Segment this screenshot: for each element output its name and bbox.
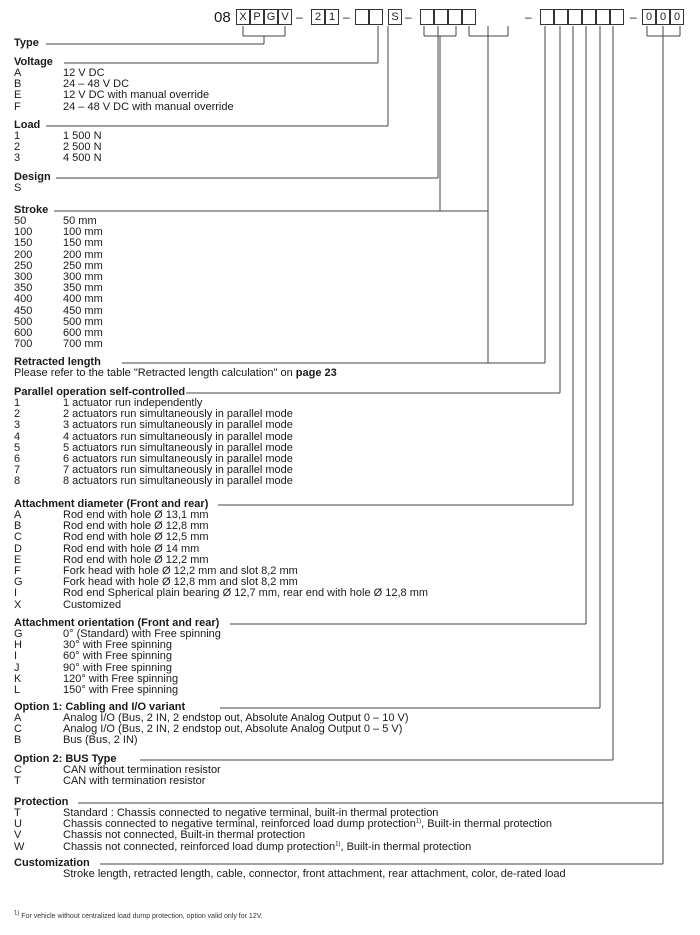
option-desc-text: Chassis not connected, reinforced load dump protection <box>63 840 336 853</box>
section-custom <box>14 857 566 880</box>
option-code: 150 <box>14 237 33 250</box>
section-title: Customization <box>14 857 90 869</box>
option-code: 400 <box>14 293 33 306</box>
option-code: V <box>14 829 22 842</box>
option-desc-text: , Built-in thermal protection <box>421 818 552 831</box>
option-desc-text: 300 mm <box>63 270 103 283</box>
code-dash: – <box>525 10 532 24</box>
code-dash: – <box>405 10 412 24</box>
option-desc-text: Customized <box>63 598 122 611</box>
option-row <box>14 183 51 194</box>
option-desc <box>63 776 205 787</box>
footnote-ref: 1) <box>415 818 422 825</box>
option-code: 8 <box>14 475 21 488</box>
section-option2 <box>14 753 221 788</box>
footnote-marker: 1) <box>14 910 20 917</box>
option-desc-text: Bus (Bus, 2 IN) <box>63 734 138 747</box>
option-desc-text: Rod end with hole Ø 14 mm <box>63 542 200 555</box>
code-prefix: 08 <box>214 9 231 26</box>
option-code: X <box>14 598 22 611</box>
code-box <box>596 9 610 25</box>
footnote-ref: 1) <box>335 840 341 847</box>
option-desc-text: 24 – 48 V DC with manual override <box>63 100 234 113</box>
option-desc <box>63 153 102 164</box>
option-desc-text: 4 actuators run simultaneously in parallel mode <box>63 430 293 443</box>
section-title: Retracted length <box>14 356 101 368</box>
code-box <box>610 9 624 25</box>
option-desc-text: Analog I/O (Bus, 2 IN, 2 endstop out, Absolute Analog Output 0 – 5 V) <box>63 723 403 736</box>
code-box <box>540 9 554 25</box>
option-code: 700 <box>14 338 33 351</box>
section-attach_orient <box>14 617 219 696</box>
option-desc-text: 2 actuators run simultaneously in parallel mode <box>63 408 293 421</box>
option-code: A <box>14 509 22 521</box>
option-code: 2 <box>14 141 21 154</box>
option-desc-text: 1 actuator run independently <box>63 397 203 409</box>
section-title: Protection <box>14 796 69 808</box>
option-code: G <box>14 628 23 640</box>
code-box <box>462 9 476 25</box>
section-title: Load <box>14 119 41 131</box>
code-box: 0 <box>670 9 684 25</box>
option-desc-text: 700 mm <box>63 338 103 351</box>
code-box: 0 <box>656 9 670 25</box>
code-dash: – <box>630 10 637 24</box>
option-desc-text: 12 V DC <box>63 67 105 79</box>
option-desc-text: Chassis not connected, Built-in thermal protection <box>63 829 306 842</box>
option-code: 1 <box>14 130 21 142</box>
option-row <box>14 237 103 250</box>
option-code: 4 <box>14 430 21 443</box>
option-code: 50 <box>14 215 27 227</box>
option-code: 7 <box>14 464 21 477</box>
code-box <box>355 9 369 25</box>
note-text: Please refer to the table "Retracted length calculation" on <box>14 367 296 379</box>
option-code: A <box>14 67 22 79</box>
code-box: 0 <box>642 9 656 25</box>
option-desc-text: 24 – 48 V DC <box>63 78 130 91</box>
option-desc-text: 100 mm <box>63 226 103 239</box>
retracted-note <box>14 368 337 379</box>
section-attach_diam <box>14 498 429 611</box>
option-desc-text: 400 mm <box>63 293 103 306</box>
option-desc-text: 30° with Free spinning <box>63 639 172 652</box>
option-desc-text: , Built-in thermal protection <box>340 840 472 853</box>
code-box: 1 <box>325 9 339 25</box>
option-desc-text: 8 actuators run simultaneously in parallel mode <box>63 475 293 488</box>
option-desc-text: Rod end with hole Ø 12,5 mm <box>63 531 209 544</box>
option-code: W <box>14 840 25 853</box>
option-code: D <box>14 542 22 555</box>
option-desc-text: 5 actuators run simultaneously in parallel mode <box>63 441 293 454</box>
code-box: 2 <box>311 9 325 25</box>
customization-note <box>14 868 566 880</box>
option-code: 200 <box>14 248 33 261</box>
option-desc-text: 50 mm <box>63 215 97 227</box>
option-code: 3 <box>14 152 21 165</box>
option-desc-text: 150 mm <box>63 237 103 250</box>
code-box <box>420 9 434 25</box>
option-row <box>14 293 103 306</box>
option-desc-text: 2 500 N <box>63 141 102 154</box>
option-desc-text: 1 500 N <box>63 130 102 142</box>
option-desc-text: Fork head with hole Ø 12,2 mm and slot 8,2 mm <box>63 564 298 577</box>
code-box: G <box>264 9 278 25</box>
option-row <box>14 818 552 831</box>
option-code: C <box>14 764 22 776</box>
option-desc-text: 12 V DC with manual override <box>63 89 210 102</box>
option-row <box>14 840 472 853</box>
option-desc-text: Standard : Chassis connected to negative terminal, built-in thermal protection <box>63 807 439 819</box>
option-desc-text: CAN without termination resistor <box>63 764 221 776</box>
option-code: A <box>14 712 22 724</box>
code-box: X <box>236 9 250 25</box>
option-code: C <box>14 723 22 736</box>
section-title: Type <box>14 37 39 49</box>
section-title: Option 1: Cabling and I/O variant <box>14 701 186 713</box>
option-code: F <box>14 564 21 577</box>
option-desc <box>63 339 103 350</box>
section-title: Attachment orientation (Front and rear) <box>14 617 220 629</box>
option-code: K <box>14 672 22 685</box>
option-code: 250 <box>14 259 33 272</box>
option-code: I <box>14 650 18 663</box>
section-option1 <box>14 701 409 747</box>
option-code: B <box>14 78 22 91</box>
note-text: Stroke length, retracted length, cable, connector, front attachment, rear attachment, color, de-rated load <box>63 868 566 880</box>
section-title: Attachment diameter (Front and rear) <box>14 498 209 510</box>
option-desc-text: 600 mm <box>63 326 103 339</box>
code-box: S <box>388 9 402 25</box>
option-desc-text: Analog I/O (Bus, 2 IN, 2 endstop out, Absolute Analog Output 0 – 10 V) <box>63 712 409 724</box>
code-box <box>568 9 582 25</box>
option-desc-text: Fork head with hole Ø 12,8 mm and slot 8,2 mm <box>63 576 298 589</box>
option-desc-text: Rod end with hole Ø 12,2 mm <box>63 553 209 566</box>
footnote <box>14 910 263 920</box>
option-code: U <box>14 818 22 831</box>
option-code: 600 <box>14 326 33 339</box>
section-type <box>14 37 39 49</box>
option-row <box>14 807 439 819</box>
option-code: B <box>14 520 22 533</box>
option-desc-text: 90° with Free spinning <box>63 661 172 674</box>
code-box: V <box>278 9 292 25</box>
option-code: H <box>14 639 22 652</box>
option-desc-text: 350 mm <box>63 282 103 295</box>
option-desc-text: 250 mm <box>63 259 103 272</box>
option-code: 3 <box>14 419 21 432</box>
option-row <box>14 600 208 611</box>
option-desc-text: CAN with termination resistor <box>63 775 206 788</box>
option-code: I <box>14 587 18 600</box>
option-code: 100 <box>14 226 33 239</box>
code-box <box>554 9 568 25</box>
section-title: Design <box>14 171 51 183</box>
option-desc-text: 0° (Standard) with Free spinning <box>63 628 221 640</box>
option-desc-text: 3 actuators run simultaneously in parallel mode <box>63 419 293 432</box>
option-desc-text: Rod end Spherical plain bearing Ø 12,7 mm, rear end with hole Ø 12,8 mm <box>63 587 429 600</box>
option-desc-text: 200 mm <box>63 248 103 261</box>
option-code: 350 <box>14 282 33 295</box>
code-box <box>434 9 448 25</box>
option-desc-text: Chassis connected to negative terminal, reinforced load dump protection <box>63 818 416 831</box>
section-voltage <box>14 56 234 113</box>
option-code: T <box>14 807 21 819</box>
option-code: J <box>14 661 20 674</box>
option-row <box>14 735 185 746</box>
option-desc-text: 60° with Free spinning <box>63 650 172 663</box>
option-desc-text: 120° with Free spinning <box>63 672 179 685</box>
option-code: 300 <box>14 270 33 283</box>
section-stroke <box>14 204 103 351</box>
option-desc-text: 4 500 N <box>63 152 102 165</box>
option-row <box>14 338 103 351</box>
code-box: P <box>250 9 264 25</box>
option-code: E <box>14 89 22 102</box>
option-row <box>14 829 306 842</box>
option-row <box>14 100 234 113</box>
code-dash: – <box>296 10 303 24</box>
section-load <box>14 119 102 165</box>
section-title: Voltage <box>14 56 53 68</box>
option-desc <box>63 102 234 113</box>
option-row <box>14 685 219 696</box>
option-code: 450 <box>14 304 33 317</box>
option-desc <box>63 600 121 611</box>
option-desc <box>63 476 293 487</box>
footnote-text: For vehicle without centralized load dump protection, option valid only for 12V. <box>21 913 263 920</box>
option-desc-text: 500 mm <box>63 315 103 328</box>
option-row <box>14 152 102 165</box>
option-code: C <box>14 531 22 544</box>
option-code: G <box>14 576 23 589</box>
code-box <box>582 9 596 25</box>
option-code: 500 <box>14 315 33 328</box>
option-row <box>14 89 210 102</box>
option-desc-text: Rod end with hole Ø 13,1 mm <box>63 509 209 521</box>
section-protection <box>14 796 552 853</box>
option-desc-text: 6 actuators run simultaneously in parallel mode <box>63 452 293 465</box>
section-design <box>14 171 51 194</box>
option-code: E <box>14 553 22 566</box>
option-code: T <box>14 775 21 788</box>
option-code: L <box>14 683 21 696</box>
code-box <box>369 9 383 25</box>
option-desc-text: 150° with Free spinning <box>63 683 179 696</box>
section-retracted <box>14 356 337 379</box>
option-code: B <box>14 734 22 747</box>
option-code: 6 <box>14 452 21 465</box>
option-desc <box>63 735 138 746</box>
option-code: S <box>14 182 22 194</box>
page-ref: page 23 <box>295 367 337 379</box>
section-title: Stroke <box>14 204 49 216</box>
option-desc-text: 450 mm <box>63 304 103 317</box>
option-desc <box>63 842 471 853</box>
option-row <box>14 475 293 488</box>
option-code: F <box>14 100 21 113</box>
option-code: 5 <box>14 441 21 454</box>
option-row <box>14 775 206 788</box>
section-parallel <box>14 386 293 488</box>
option-desc-text: Rod end with hole Ø 12,8 mm <box>63 520 209 533</box>
option-desc-text: 7 actuators run simultaneously in parallel mode <box>63 464 293 477</box>
code-box <box>448 9 462 25</box>
code-dash: – <box>343 10 350 24</box>
section-title: Option 2: BUS Type <box>14 753 117 765</box>
option-code: 2 <box>14 408 21 421</box>
option-code: 1 <box>14 397 21 409</box>
section-title: Parallel operation self-controlled <box>14 386 186 398</box>
option-desc <box>63 685 178 696</box>
option-row <box>14 304 103 317</box>
